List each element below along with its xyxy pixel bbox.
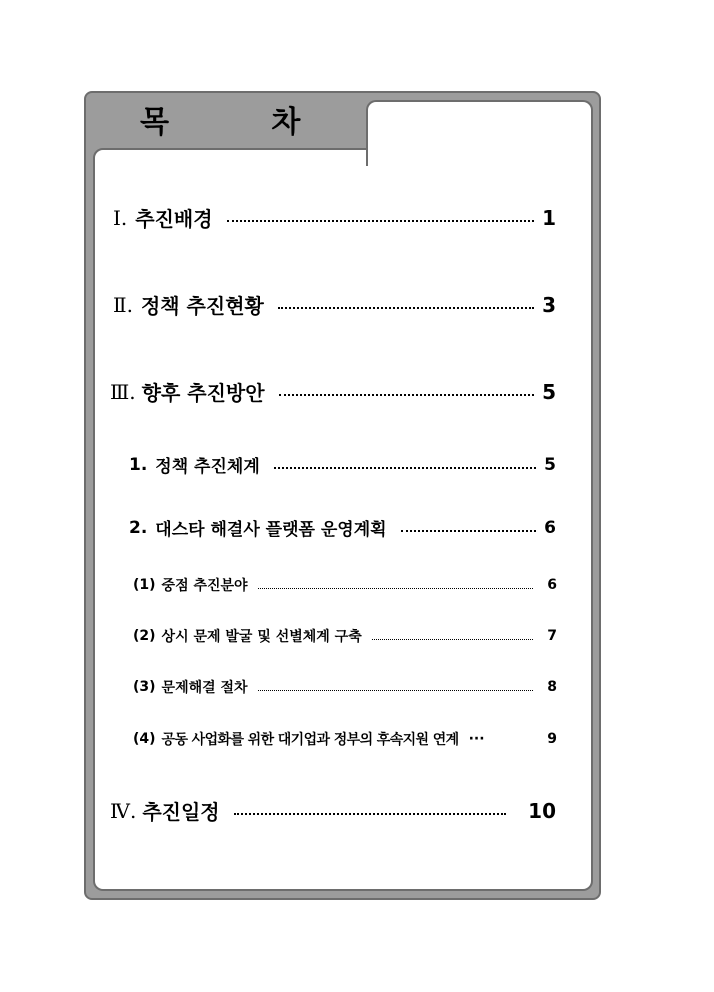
- toc-entry-numeral: Ⅰ.: [113, 205, 128, 230]
- toc-leader-dots: [279, 394, 535, 396]
- toc-entry-page: 9: [547, 731, 557, 747]
- toc-entry-page: 5: [542, 379, 556, 404]
- toc-entry-numeral: Ⅱ.: [113, 292, 133, 317]
- toc-entry-numeral: (3): [133, 679, 156, 695]
- toc-entry-label: 정책 추진현황: [140, 294, 264, 318]
- toc-entry-numeral: (2): [133, 628, 156, 644]
- toc-entry-3-2-2[interactable]: [133, 626, 557, 646]
- toc-entry-1[interactable]: [113, 203, 556, 232]
- toc-entry-3[interactable]: [110, 377, 556, 406]
- toc-entry-numeral: Ⅲ.: [110, 379, 136, 404]
- toc-entry-numeral: Ⅳ.: [110, 798, 137, 823]
- toc-entry-3-2-4[interactable]: [133, 729, 557, 749]
- toc-leader-dots: [274, 467, 536, 469]
- toc-entry-numeral: 2.: [129, 517, 148, 538]
- toc-leader-dots: [227, 220, 535, 222]
- toc-tab: [366, 100, 593, 166]
- toc-entry-3-2-1[interactable]: [133, 575, 557, 595]
- toc-entry-label: 공동 사업화를 위한 대기업과 정부의 후속지원 연계: [161, 732, 459, 748]
- toc-leader-dots: [258, 588, 534, 589]
- toc-entry-page: 1: [542, 205, 556, 230]
- toc-leader-ellipsis: ···: [468, 731, 485, 747]
- toc-entry-label: 향후 추진방안: [141, 381, 265, 405]
- toc-entry-label: 추진일정: [142, 800, 220, 824]
- toc-entry-numeral: (4): [133, 731, 156, 747]
- toc-entry-page: 7: [547, 628, 557, 644]
- toc-leader-dots: [258, 690, 534, 691]
- toc-entry-2[interactable]: [113, 290, 556, 319]
- toc-entry-page: 6: [547, 577, 557, 593]
- toc-entry-label: 추진배경: [135, 207, 213, 231]
- toc-entry-page: 5: [544, 454, 556, 475]
- toc-entry-page: 10: [528, 798, 556, 823]
- toc-tab-join: [368, 146, 591, 154]
- toc-leader-dots: [278, 307, 534, 309]
- toc-leader-dots: [234, 813, 507, 815]
- toc-entry-page: 8: [547, 679, 557, 695]
- toc-entry-label: 대스타 해결사 플랫폼 운영계획: [155, 520, 387, 540]
- toc-entry-numeral: (1): [133, 577, 156, 593]
- toc-entry-label: 상시 문제 발굴 및 선별체계 구축: [161, 629, 362, 645]
- toc-entry-3-2-3[interactable]: [133, 677, 557, 697]
- toc-title: 목 차: [140, 105, 347, 140]
- toc-entry-3-1[interactable]: [129, 452, 556, 477]
- toc-entry-4[interactable]: [110, 796, 556, 825]
- toc-leader-dots: [372, 639, 534, 640]
- toc-entry-3-2[interactable]: [129, 515, 556, 540]
- toc-entry-label: 중점 추진분야: [161, 578, 248, 594]
- toc-leader-dots: [401, 530, 537, 532]
- toc-entry-numeral: 1.: [129, 454, 148, 475]
- toc-entry-page: 6: [544, 517, 556, 538]
- toc-entry-label: 정책 추진체계: [155, 457, 260, 477]
- toc-entry-label: 문제해결 절차: [161, 680, 248, 696]
- toc-entry-page: 3: [542, 292, 556, 317]
